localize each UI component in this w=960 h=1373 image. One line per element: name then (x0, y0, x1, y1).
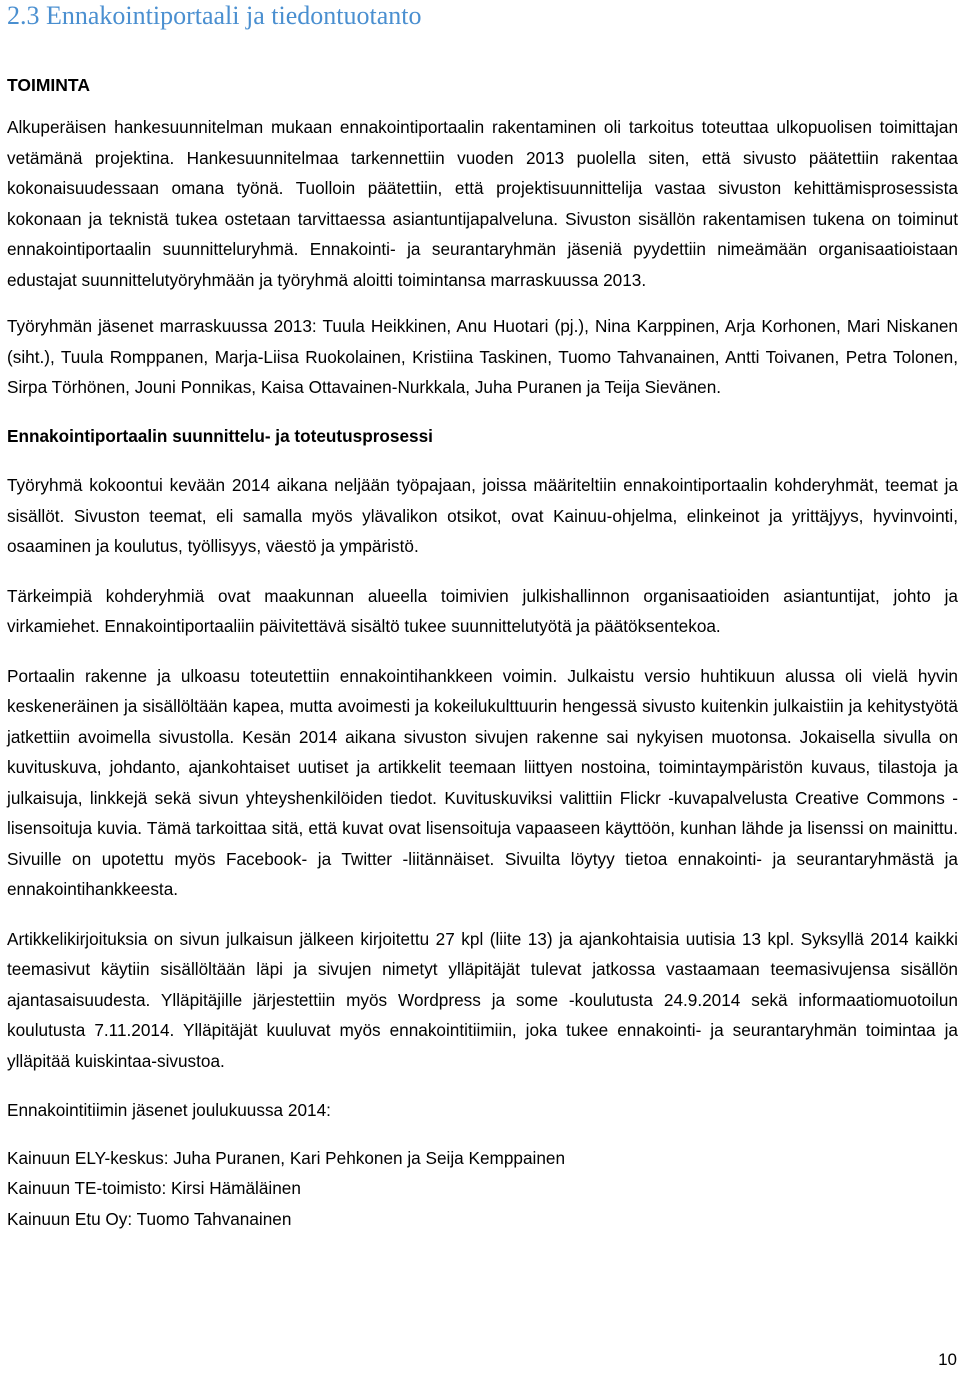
paragraph-team-intro: Ennakointitiimin jäsenet joulukuussa 2014: (7, 1100, 331, 1120)
paragraph-articles: Artikkelikirjoituksia on sivun julkaisun jälkeen kirjoitettu 27 kpl (liite 13) ja ajankohtaisia uutisia 13 kpl. Syksyllä 2014 kaikki teemasivut käytiin sisällöltään läpi ja sivujen nimetyt ylläpitäjät tulevat jatkossa vastaamaan teemasivujensa sisällön ajantasaisuudesta. Ylläpitäjille järjestettiin myös Wordpress ja some -koulutusta 24.9.2014 sekä informaatiomuotoilun koulutusta 7.11.2014. Ylläpitäjät kuuluvat myös ennakointitiimiin, joka tukee ennakointi- ja seurantaryhmän toimintaa ja ylläpitää kuiskintaa-sivustoa. (7, 928, 958, 1071)
list-item: Kainuun ELY-keskus: Juha Puranen, Kari Pehkonen ja Seija Kemppainen (7, 1147, 566, 1168)
section-heading: 2.3 Ennakointiportaali ja tiedontuotanto (7, 1, 422, 30)
list-item: Kainuun Etu Oy: Tuomo Tahvanainen (7, 1208, 292, 1229)
team-members-list (7, 1143, 958, 1235)
paragraph-workshops: Työryhmä kokoontui kevään 2014 aikana neljään työpajaan, joissa määriteltiin ennakointiportaalin kohderyhmät, teemat ja sisällöt. Sivuston teemat, eli samalla myös ylävalikon otsikot, ovat Kainuu-ohjelma, elinkeinot ja yrittäjyys, hyvinvointi, osaaminen ja koulutus, työllisyys, väestö ja ympäristö. (7, 475, 958, 556)
paragraph-target-groups: Tärkeimpiä kohderyhmiä ovat maakunnan alueella toimivien julkishallinnon organisaatioiden asiantuntijat, johto ja virkamiehet. Ennakointiportaaliin päivitettävä sisältö tukee suunnittelutyötä ja päätöksentekoa. (7, 585, 958, 636)
list-item: Kainuun TE-toimisto: Kirsi Hämäläinen (7, 1178, 301, 1198)
paragraph-portal-structure: Portaalin rakenne ja ulkoasu toteutettiin ennakointihankkeen voimin. Julkaistu versio huhtikuun alussa oli vielä hyvin keskeneräinen ja sisällöltään kapea, mutta avoimesti ja kokeilukulttuurin hengessä sivusto kuitenkin julkaistiin ja kehitystyötä jatkettiin avoimella sivustolla. Kesän 2014 aikana sivuston sivujen rakenne sai nykyisen muotonsa. Jokaisella sivulla on kuvituskuva, johdanto, ajankohtaiset uutiset ja artikkelit teemaan liittyen nostoina, toimintaympäristön kuvaus, tilastoja ja julkaisuja, linkkejä sekä sivun yhteyshenkilöiden tiedot. Kuvituskuviksi valittiin Flickr -kuvapalvelusta Creative Commons -lisensoituja kuvia. Tämä tarkoittaa sitä, että kuvat ovat lisensoituja vapaaseen käyttöön, kunhan lähde ja lisenssi on mainittu. Sivuille on upotettu myös Facebook- ja Twitter -liitännäiset. Sivuilta löytyy tietoa ennakointi- ja seurantaryhmästä ja ennakointihankkeesta. (7, 665, 958, 899)
paragraph-working-group-members: Työryhmän jäsenet marraskuussa 2013: Tuula Heikkinen, Anu Huotari (pj.), Nina Karppinen, Arja Korhonen, Mari Niskanen (siht.), Tuula Romppanen, Marja-Liisa Ruokolainen, Kristiina Taskinen, Tuomo Tahvanainen, Antti Toivanen, Petra Tolonen, Sirpa Törhönen, Jouni Ponnikas, Kaisa Ottavainen-Nurkkala, Juha Puranen ja Teija Sievänen. (7, 316, 958, 397)
subheading-process: Ennakointiportaalin suunnittelu- ja toteutusprosessi (7, 425, 433, 446)
document-page (7, 0, 958, 1234)
page-number: 10 (938, 1350, 957, 1369)
section-label: TOIMINTA (7, 75, 90, 95)
paragraph-project-background: Alkuperäisen hankesuunnitelman mukaan ennakointiportaalin rakentaminen oli tarkoitus toteuttaa ulkopuolisen toimittajan vetämänä projektina. Hankesuunnitelmaa tarkennettiin vuoden 2013 puolella siten, että sivusto päätettiin rakentaa kokonaisuudessaan omana työnä. Tuolloin päätettiin, että projektisuunnittelija vastaa sivuston kehittämisprosessista kokonaan ja teknistä tukea ostetaan tarvittaessa asiantuntijapalveluna. Sivuston sisällön rakentamisen tukena on toiminut ennakointiportaalin suunnitteluryhmä. Ennakointi- ja seurantaryhmän jäseniä pyydettiin nimeämään organisaatioistaan edustajat suunnittelutyöryhmään ja työryhmä aloitti toimintansa marraskuussa 2013. (7, 117, 958, 290)
